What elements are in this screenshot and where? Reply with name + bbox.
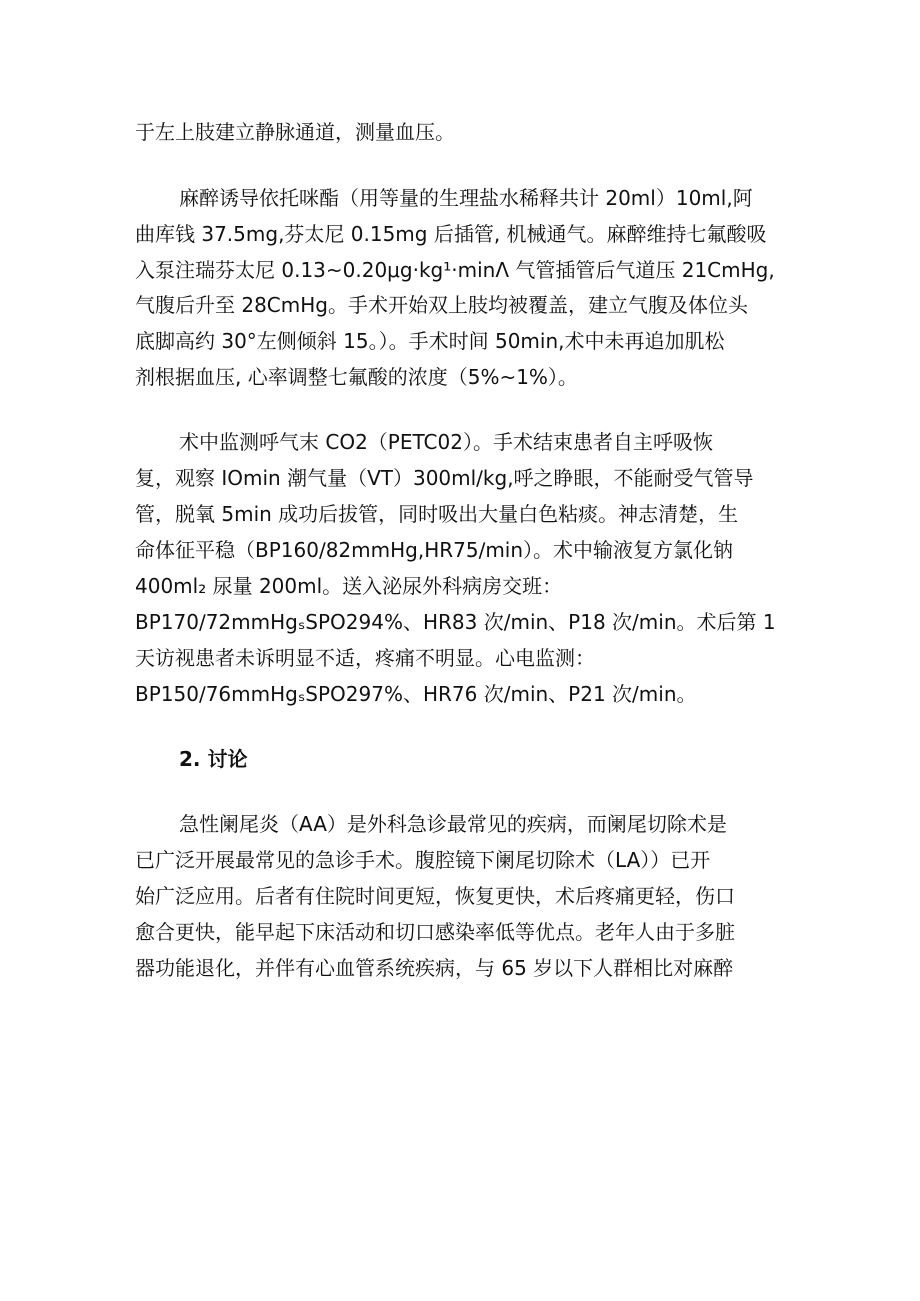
paragraph-line: 已广泛开展最常见的急诊手术。腹腔镜下阑尾切除术（LA））已开: [135, 848, 711, 872]
paragraph-line: 命体征平稳（BP160∕82mmHg,HR75∕min）。术中输液复方氯化钠: [135, 538, 734, 562]
paragraph-line: BP150∕76mmHgₛSPO297%、HR76 次/min、P21 次/min。: [135, 682, 697, 706]
paragraph-line: 气腹后升至 28CmHg。手术开始双上肢均被覆盖，建立气腹及体位头: [135, 293, 748, 317]
paragraph-line: 愈合更快，能早起下床活动和切口感染率低等优点。老年人由于多脏: [135, 920, 735, 944]
paragraph-line: 始广泛应用。后者有住院时间更短，恢复更快，术后疼痛更轻，伤口: [135, 884, 735, 908]
paragraph-line: 曲库钱 37.5mg,芬太尼 0.15mg 后插管, 机械通气。麻醉维持七氟酸吸: [135, 222, 767, 246]
paragraph-line: 器功能退化，并伴有心血管系统疾病，与 65 岁以下人群相比对麻醉: [135, 956, 734, 980]
paragraph-line: BP170∕72mmHgₛSPO294%、HR83 次/min、P18 次/min。术后第 1: [135, 610, 776, 634]
paragraph-line: 400ml₂ 尿量 200ml。送入泌尿外科病房交班：: [135, 574, 563, 598]
paragraph-line: 复，观察 IOmin 潮气量（VT）300ml∕kg,呼之睁眼，不能耐受气管导: [135, 466, 754, 490]
paragraph-line: 天访视患者未诉明显不适，疼痛不明显。心电监测：: [135, 646, 595, 670]
paragraph-line: 管，脱氧 5min 成功后拔管，同时吸出大量白色粘痰。神志清楚，生: [135, 502, 739, 526]
paragraph-line: 于左上肢建立静脉通道，测量血压。: [135, 120, 455, 144]
paragraph-line: 剂根据血压, 心率调整七氟酸的浓度（5%~1%）。: [135, 365, 578, 389]
section-heading: 2. 讨论: [179, 747, 248, 771]
paragraph-line: 术中监测呼气末 CO2（PETC02）。手术结束患者自主呼吸恢: [179, 430, 713, 454]
paragraph-line: 底脚高约 30°左侧倾斜 15。）。手术时间 50min,术中未再追加肌松: [135, 329, 725, 353]
paragraph-line: 急性阑尾炎（AA）是外科急诊最常见的疾病，而阑尾切除术是: [179, 812, 727, 836]
paragraph-line: 入泵注瑞芬太尼 0.13~0.20μg·kg¹·minΛ 气管插管后气道压 21CmHg,: [135, 258, 775, 282]
paragraph-line: 麻醉诱导依托咪酯（用等量的生理盐水稀释共计 20ml）10ml,阿: [179, 186, 753, 210]
